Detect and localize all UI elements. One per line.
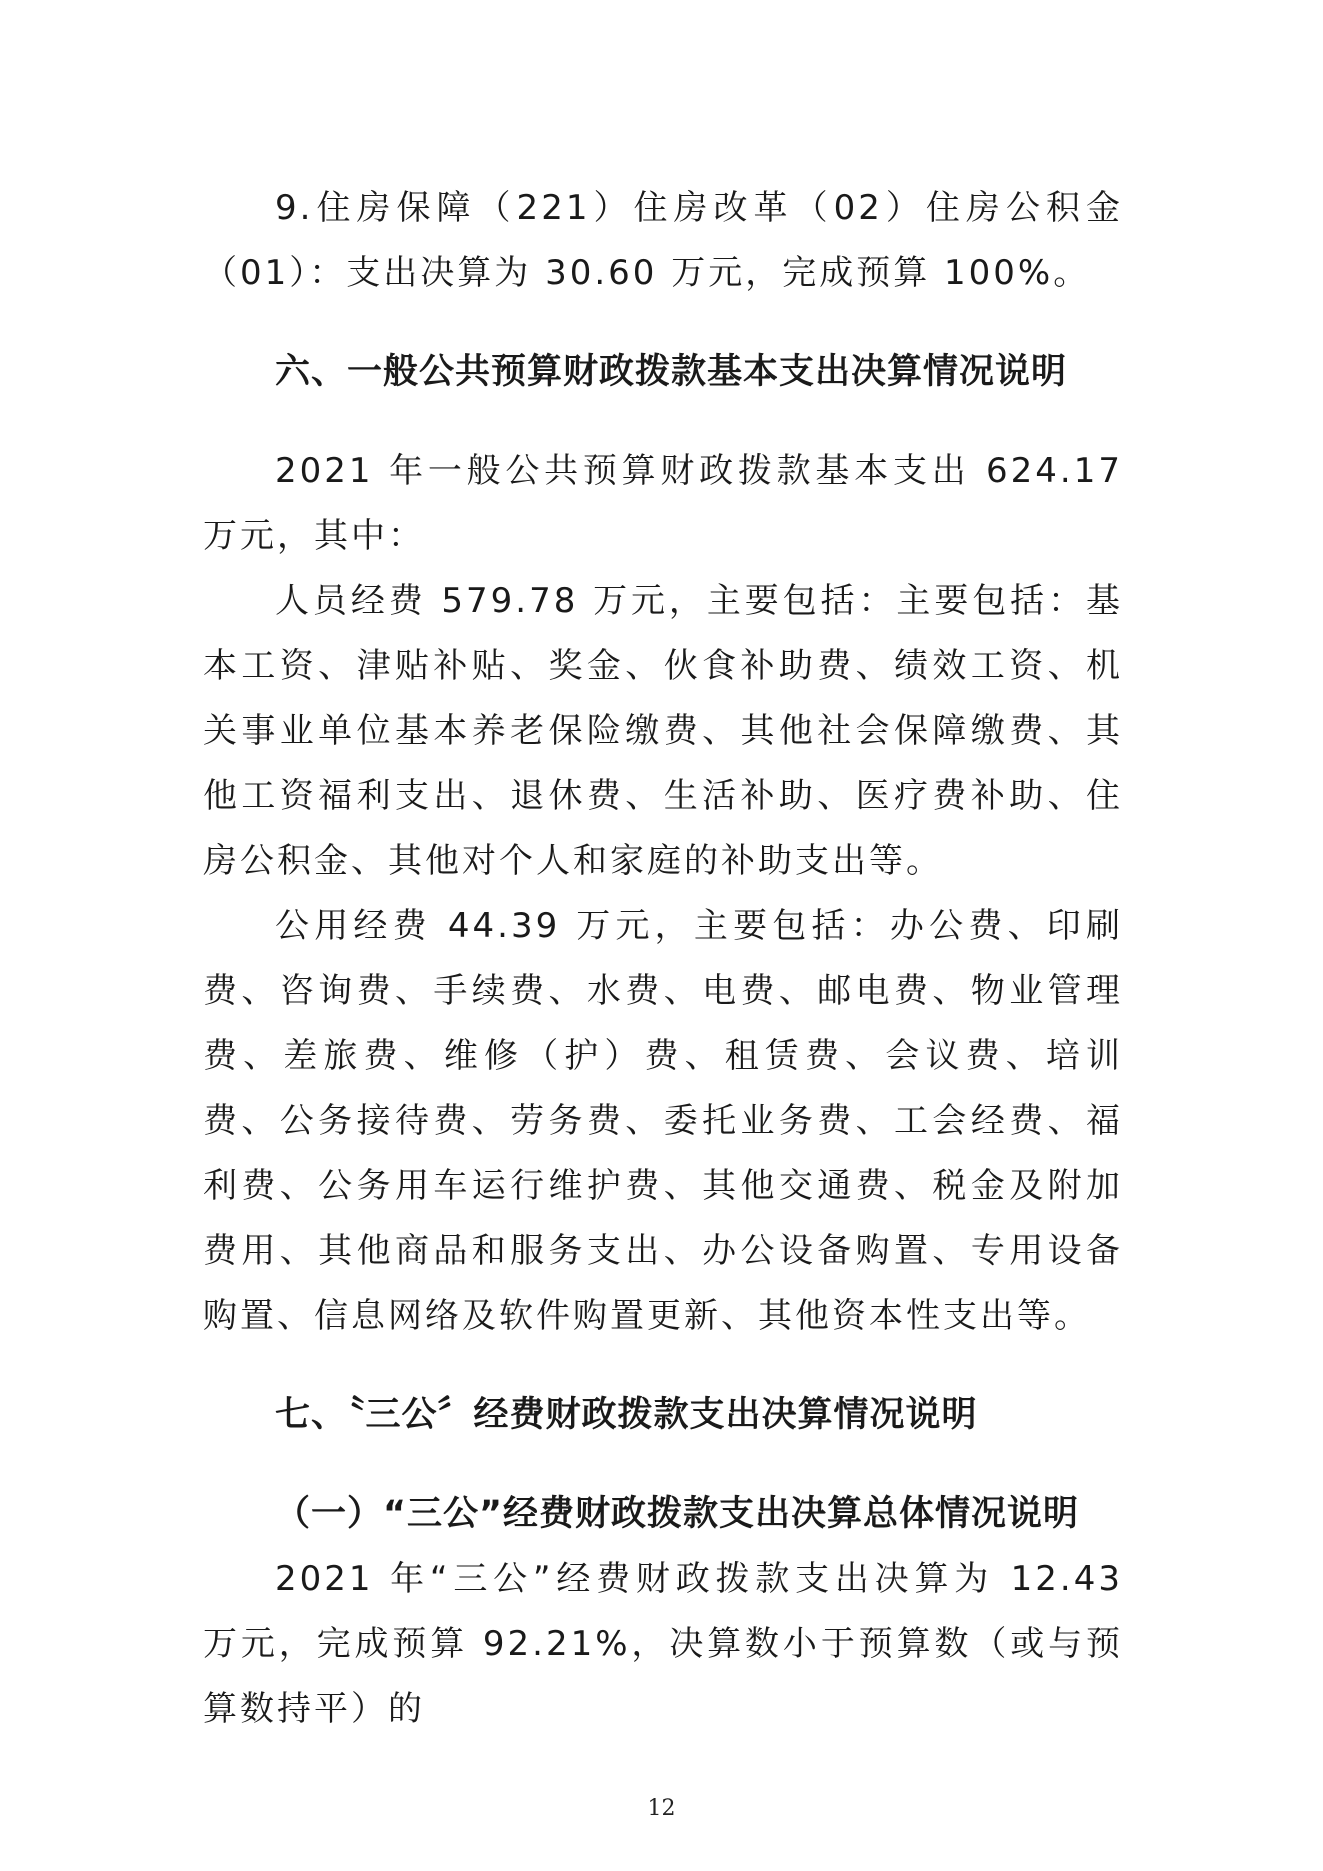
page-number: 12 bbox=[647, 1796, 676, 1821]
paragraph-public-expenses: 公用经费 44.39 万元，主要包括：办公费、印刷费、咨询费、手续费、水费、电费、邮电费、物业管理费、差旅费、维修（护）费、租赁费、会议费、培训费、公务接待费、劳务费、委托业务费、工会经费、福利费、公务用车运行维护费、其他交通费、税金及附加费用、其他商品和服务支出、办公设备购置、专用设备购置、信息网络及软件购置更新、其他资本性支出等。 bbox=[203, 906, 1123, 1336]
subsection-heading-three-public-overall: （一）“三公”经费财政拨款支出决算总体情况说明 bbox=[275, 1494, 1080, 1534]
paragraph-three-public-total: 2021 年“三公”经费财政拨款支出决算为 12.43 万元，完成预算 92.21%，决算数小于预算数（或与预算数持平）的 bbox=[203, 1559, 1123, 1729]
paragraph-housing-fund: 9.住房保障（221）住房改革（02）住房公积金（01）：支出决算为 30.60 万元，完成预算 100%。 bbox=[203, 188, 1123, 293]
paragraph-basic-expenditure-total: 2021 年一般公共预算财政拨款基本支出 624.17 万元，其中： bbox=[203, 451, 1123, 556]
paragraph-personnel-expenses: 人员经费 579.78 万元，主要包括：主要包括：基本工资、津贴补贴、奖金、伙食补助费、绩效工资、机关事业单位基本养老保险缴费、其他社会保障缴费、其他工资福利支出、退休费、生活补助、医疗费补助、住房公积金、其他对个人和家庭的补助支出等。 bbox=[203, 581, 1123, 881]
document-body bbox=[203, 176, 1123, 1742]
section-heading-basic-expenditure: 六、一般公共预算财政拨款基本支出决算情况说明 bbox=[275, 352, 1068, 392]
section-heading-three-public: 七、〝三公〞经费财政拨款支出决算情况说明 bbox=[275, 1395, 978, 1435]
